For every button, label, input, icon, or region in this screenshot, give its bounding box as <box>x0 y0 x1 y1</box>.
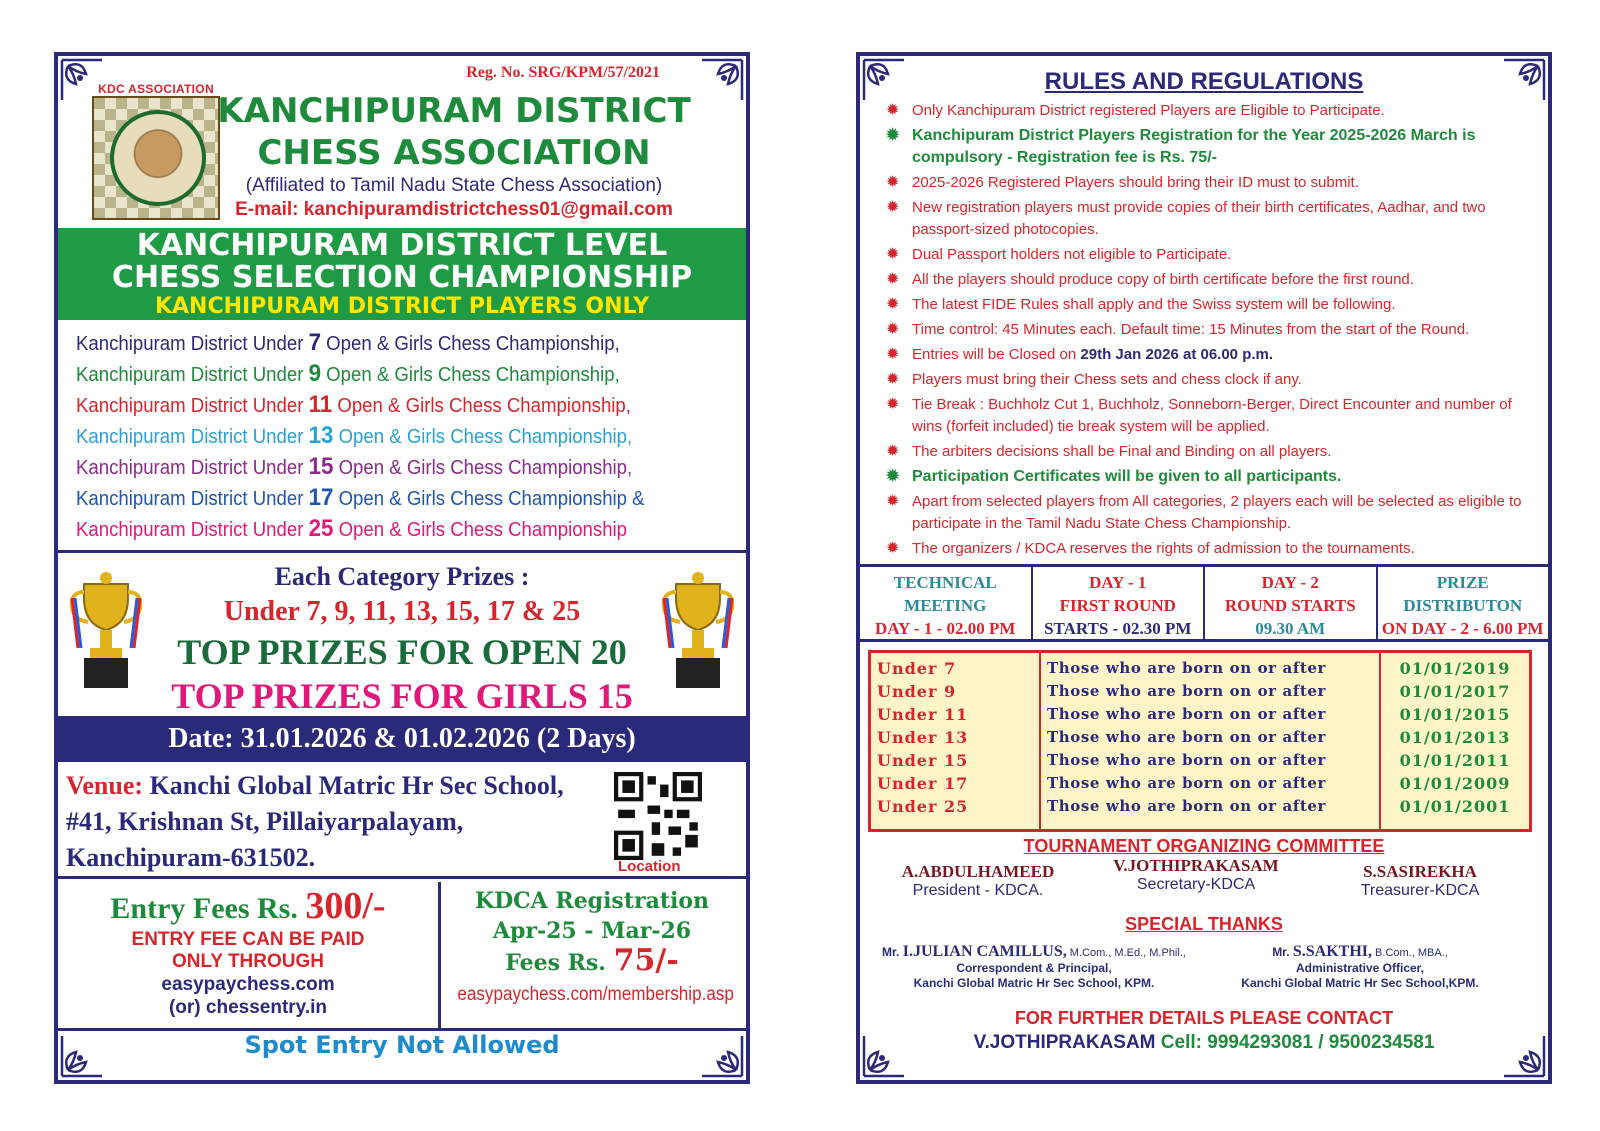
age-rule: Those who are born on or after <box>1047 659 1327 677</box>
age-category: Under 9 <box>877 682 957 701</box>
category-line <box>76 452 690 483</box>
committee-member <box>1320 862 1520 900</box>
category-age: 11 <box>308 391 333 418</box>
affiliation-text: (Affiliated to Tamil Nadu State Chess Association) <box>245 175 663 196</box>
entry-fee-amount: 300/- <box>305 885 386 927</box>
event-title-line2: CHESS SELECTION CHAMPIONSHIP <box>111 260 693 295</box>
bullet-star-icon: ✹ <box>886 246 900 263</box>
schedule-line: DAY - 1 - 02.00 PM <box>875 619 1016 638</box>
bullet-star-icon: ✹ <box>886 321 900 338</box>
bullet-star-icon: ✹ <box>886 346 900 363</box>
schedule-line: STARTS - 02.30 PM <box>1044 619 1192 638</box>
schedule-line: DAY - 2 <box>1261 573 1319 592</box>
kdca-fee-amount: 75/- <box>613 943 679 978</box>
category-age: 25 <box>308 515 334 542</box>
age-rule: Those who are born on or after <box>1047 728 1327 746</box>
rule-text: Dual Passport holders not eligible to Participate. <box>912 246 1232 263</box>
rule-text: Participation Certificates will be given to all participants. <box>912 468 1342 485</box>
category-suffix: Open & Girls Chess Championship, <box>332 395 631 417</box>
category-age: 15 <box>308 453 334 480</box>
kdca-registration-section <box>442 882 742 1010</box>
spot-entry-notice: Spot Entry Not Allowed <box>244 1031 560 1059</box>
rule-item <box>886 172 1526 194</box>
age-cutoff-date: 01/01/2013 <box>1399 728 1511 747</box>
category-list <box>76 328 736 545</box>
rule-text: Apart from selected players from All categories, 2 players each will be selected as eligible to participate in the Tamil Nadu State Chess Championship. <box>912 493 1522 532</box>
thanks-name: I.JULIAN CAMILLUS, <box>902 943 1067 960</box>
category-line <box>76 390 690 421</box>
age-rule: Those who are born on or after <box>1047 705 1327 723</box>
rule-text: The latest FIDE Rules shall apply and the Swiss system will be following. <box>912 296 1396 313</box>
category-age: 9 <box>308 360 322 387</box>
divider <box>58 550 746 553</box>
rule-item <box>886 369 1526 391</box>
prizes-girls: TOP PRIZES FOR GIRLS 15 <box>171 676 633 716</box>
location-qr-code-icon[interactable] <box>614 772 702 860</box>
org-name-line1: KANCHIPURAM DISTRICT <box>217 91 691 131</box>
rule-item <box>886 244 1526 266</box>
venue-line1: Kanchi Global Matric Hr Sec School, <box>143 771 564 800</box>
schedule-line: MEETING <box>904 596 987 615</box>
kdca-registration-period: Apr-25 - Mar-26 <box>492 918 692 944</box>
bullet-star-icon: ✹ <box>886 540 900 557</box>
category-age: 17 <box>308 484 334 511</box>
contact-name: V.JOTHIPRAKASAM <box>973 1032 1156 1053</box>
registration-number: Reg. No. SRG/KPM/57/2021 <box>466 64 660 81</box>
schedule-strip <box>860 564 1548 642</box>
special-thanks-title <box>860 914 1548 935</box>
association-logo <box>92 82 220 222</box>
category-line <box>76 421 690 452</box>
venue-line3: Kanchipuram-631502. <box>66 843 316 872</box>
category-suffix: Open & Girls Chess Championship & <box>333 488 645 510</box>
age-eligibility-table <box>868 650 1532 832</box>
membership-url-link[interactable]: easypaychess.com/membership.asp <box>457 984 734 1005</box>
rule-text: The organizers / KDCA reserves the rights of admission to the tournaments. <box>912 540 1415 557</box>
age-category: Under 13 <box>877 728 969 747</box>
thanks-name: S.SAKTHI, <box>1292 943 1372 960</box>
category-age: 7 <box>308 329 322 356</box>
rule-item <box>886 394 1526 438</box>
logo-label: KDC ASSOCIATION <box>98 82 214 96</box>
rule-text: Players must bring their Chess sets and chess clock if any. <box>912 371 1302 388</box>
age-cutoff-date: 01/01/2017 <box>1399 682 1511 701</box>
rules-title-text: RULES AND REGULATIONS <box>1044 68 1364 95</box>
category-line <box>76 359 690 390</box>
age-category: Under 25 <box>877 797 969 816</box>
thanks-qualifications: M.Com., M.Ed., M.Phil., <box>1066 947 1186 959</box>
age-category-column <box>871 653 1041 829</box>
rule-text: Time control: 45 Minutes each. Default time: 15 Minutes from the start of the Round. <box>912 321 1470 338</box>
contact-line <box>860 1032 1548 1054</box>
rule-text: All the players should produce copy of birth certificate before the first round. <box>912 271 1414 288</box>
schedule-line: DISTRIBUTON <box>1403 596 1523 615</box>
fee-note-line1: ENTRY FEE CAN BE PAID <box>131 929 365 950</box>
age-category: Under 17 <box>877 774 969 793</box>
rule-item <box>886 441 1526 463</box>
bullet-star-icon: ✹ <box>886 296 900 313</box>
schedule-line: ON DAY - 2 - 6.00 PM <box>1381 619 1544 638</box>
member-role: President - KDCA. <box>912 882 1044 899</box>
age-cutoff-date: 01/01/2015 <box>1399 705 1511 724</box>
contact-phone-numbers[interactable]: Cell: 9994293081 / 9500234581 <box>1155 1032 1435 1053</box>
rule-highlight: 29th Jan 2026 at 06.00 p.m. <box>1080 346 1274 363</box>
email-text: E-mail: kanchipuramdistrictchess01@gmail.com <box>235 199 673 220</box>
committee-title-text: TOURNAMENT ORGANIZING COMMITTEE <box>1023 836 1385 856</box>
age-rule-column <box>1041 653 1381 829</box>
prizes-section <box>58 556 746 716</box>
category-prefix: Kanchipuram District Under <box>76 426 309 448</box>
bullet-star-icon: ✹ <box>886 396 900 413</box>
age-rule: Those who are born on or after <box>1047 682 1327 700</box>
age-rule: Those who are born on or after <box>1047 751 1327 769</box>
event-eligibility: KANCHIPURAM DISTRICT PLAYERS ONLY <box>154 294 650 319</box>
rule-item <box>886 269 1526 291</box>
category-line <box>76 514 690 545</box>
event-title-band <box>58 228 746 320</box>
age-cutoff-date: 01/01/2011 <box>1399 751 1511 770</box>
thanks-prefix: Mr. <box>1272 945 1293 959</box>
event-title-line1: KANCHIPURAM DISTRICT LEVEL <box>136 228 668 263</box>
thanks-org: Kanchi Global Matric Hr Sec School, KPM. <box>913 976 1155 990</box>
rule-item <box>886 294 1526 316</box>
entry-fee-section <box>58 882 438 1019</box>
rules-list <box>886 100 1526 563</box>
age-category: Under 15 <box>877 751 969 770</box>
right-poster-panel <box>856 52 1552 1084</box>
entry-fee-label: Entry Fees Rs. <box>110 892 306 925</box>
committee-member <box>1096 856 1296 894</box>
thanks-entry <box>1200 944 1520 991</box>
rule-text: Entries will be Closed on <box>912 346 1081 363</box>
alt-payment-site-link[interactable]: (or) chessentry.in <box>168 997 328 1018</box>
category-prefix: Kanchipuram District Under <box>76 364 309 386</box>
category-suffix: Open & Girls Chess Championship <box>333 519 628 541</box>
category-suffix: Open & Girls Chess Championship, <box>333 426 633 448</box>
bullet-star-icon: ✹ <box>886 371 900 388</box>
divider <box>438 882 441 1030</box>
schedule-cell <box>860 567 1033 639</box>
member-name: A.ABDULHAMEED <box>901 862 1055 881</box>
schedule-cell <box>1205 567 1378 639</box>
category-suffix: Open & Girls Chess Championship, <box>321 364 620 386</box>
payment-site-link[interactable]: easypaychess.com <box>161 974 335 995</box>
prizes-categories: Under 7, 9, 11, 13, 15, 17 & 25 <box>223 596 581 627</box>
fee-note-line2: ONLY THROUGH <box>171 951 325 972</box>
age-category: Under 11 <box>877 705 969 724</box>
member-role: Secretary-KDCA <box>1136 876 1256 893</box>
rule-text: Only Kanchipuram District registered Players are Eligible to Participate. <box>912 102 1385 119</box>
bullet-star-icon: ✹ <box>886 199 900 216</box>
schedule-line: TECHNICAL <box>893 573 997 592</box>
age-rule: Those who are born on or after <box>1047 774 1327 792</box>
thanks-role: Correspondent & Principal, <box>956 961 1112 975</box>
thanks-prefix: Mr. <box>882 945 903 959</box>
category-suffix: Open & Girls Chess Championship, <box>333 457 633 479</box>
bullet-star-icon: ✹ <box>886 443 900 460</box>
schedule-cell <box>1033 567 1206 639</box>
schedule-line: FIRST ROUND <box>1059 596 1176 615</box>
rule-text: New registration players must provide copies of their birth certificates, Aadhar, and two passport-sized photocopies. <box>912 199 1486 238</box>
schedule-line: 09.30 AM <box>1255 619 1326 638</box>
age-date-column <box>1381 653 1529 829</box>
committee-member <box>878 862 1078 900</box>
category-prefix: Kanchipuram District Under <box>76 488 309 510</box>
venue-line2: #41, Krishnan St, Pillaiyarpalayam, <box>66 807 464 836</box>
thanks-org: Kanchi Global Matric Hr Sec School,KPM. <box>1241 976 1479 990</box>
venue-label: Venue: <box>66 771 144 800</box>
member-name: V.JOTHIPRAKASAM <box>1113 856 1279 875</box>
rule-item <box>886 100 1526 122</box>
qr-caption: Location <box>618 858 681 875</box>
category-prefix: Kanchipuram District Under <box>76 457 309 479</box>
age-cutoff-date: 01/01/2009 <box>1399 774 1511 793</box>
left-poster-panel <box>54 52 750 1084</box>
member-name: S.SASIREKHA <box>1363 862 1477 881</box>
schedule-line: PRIZE <box>1436 573 1489 592</box>
category-line <box>76 328 690 359</box>
thanks-role: Administrative Officer, <box>1295 961 1425 975</box>
age-category: Under 7 <box>877 659 957 678</box>
rule-item <box>886 197 1526 241</box>
age-rule: Those who are born on or after <box>1047 797 1327 815</box>
schedule-cell <box>1378 567 1549 639</box>
temple-seal-icon <box>110 110 206 206</box>
rule-text: The arbiters decisions shall be Final and Binding on all players. <box>912 443 1332 460</box>
prizes-open: TOP PRIZES FOR OPEN 20 <box>177 632 627 672</box>
category-age: 13 <box>308 422 334 449</box>
chessboard-logo-icon <box>92 96 220 220</box>
rule-item <box>886 319 1526 341</box>
committee-title <box>860 836 1548 857</box>
category-suffix: Open & Girls Chess Championship, <box>321 333 620 355</box>
rule-item <box>886 125 1526 169</box>
rule-text: Kanchipuram District Players Registration for the Year 2025-2026 March is compulsory - Registration fee is Rs. 75/- <box>912 127 1476 166</box>
category-prefix: Kanchipuram District Under <box>76 333 309 355</box>
bullet-star-icon: ✹ <box>886 271 900 288</box>
rule-text: Tie Break : Buchholz Cut 1, Buchholz, Sonneborn-Berger, Direct Encounter and number of wins (forfeit included) tie break system will be applied. <box>912 396 1512 435</box>
rules-title <box>860 68 1548 96</box>
rule-item <box>886 344 1526 366</box>
kdca-registration-title: KDCA Registration <box>474 888 710 914</box>
thanks-entry <box>874 944 1194 991</box>
category-prefix: Kanchipuram District Under <box>76 519 309 541</box>
special-thanks-text: SPECIAL THANKS <box>1125 914 1283 934</box>
venue-address <box>66 768 606 876</box>
rule-item <box>886 538 1526 560</box>
org-name-line2: CHESS ASSOCIATION <box>257 133 651 173</box>
category-prefix: Kanchipuram District Under <box>76 395 309 417</box>
category-line <box>76 483 690 514</box>
contact-title: FOR FURTHER DETAILS PLEASE CONTACT <box>1014 1008 1394 1028</box>
divider <box>58 876 746 879</box>
rule-item <box>886 491 1526 535</box>
thanks-qualifications: B.Com., MBA., <box>1372 947 1448 959</box>
event-date: Date: 31.01.2026 & 01.02.2026 (2 Days) <box>58 716 746 762</box>
schedule-line: DAY - 1 <box>1089 573 1147 592</box>
member-role: Treasurer-KDCA <box>1360 882 1480 899</box>
rule-item <box>886 466 1526 488</box>
kdca-fee-label: Fees Rs. <box>505 950 614 976</box>
bullet-star-icon: ✹ <box>886 127 900 144</box>
bullet-star-icon: ✹ <box>886 174 900 191</box>
age-cutoff-date: 01/01/2019 <box>1399 659 1511 678</box>
corner-ornament-icon <box>698 56 746 104</box>
bullet-star-icon: ✹ <box>886 468 900 485</box>
schedule-line: ROUND STARTS <box>1224 596 1356 615</box>
prizes-title: Each Category Prizes : <box>274 562 530 591</box>
age-cutoff-date: 01/01/2001 <box>1399 797 1511 816</box>
rule-text: 2025-2026 Registered Players should bring their ID must to submit. <box>912 174 1359 191</box>
bullet-star-icon: ✹ <box>886 493 900 510</box>
bullet-star-icon: ✹ <box>886 102 900 119</box>
